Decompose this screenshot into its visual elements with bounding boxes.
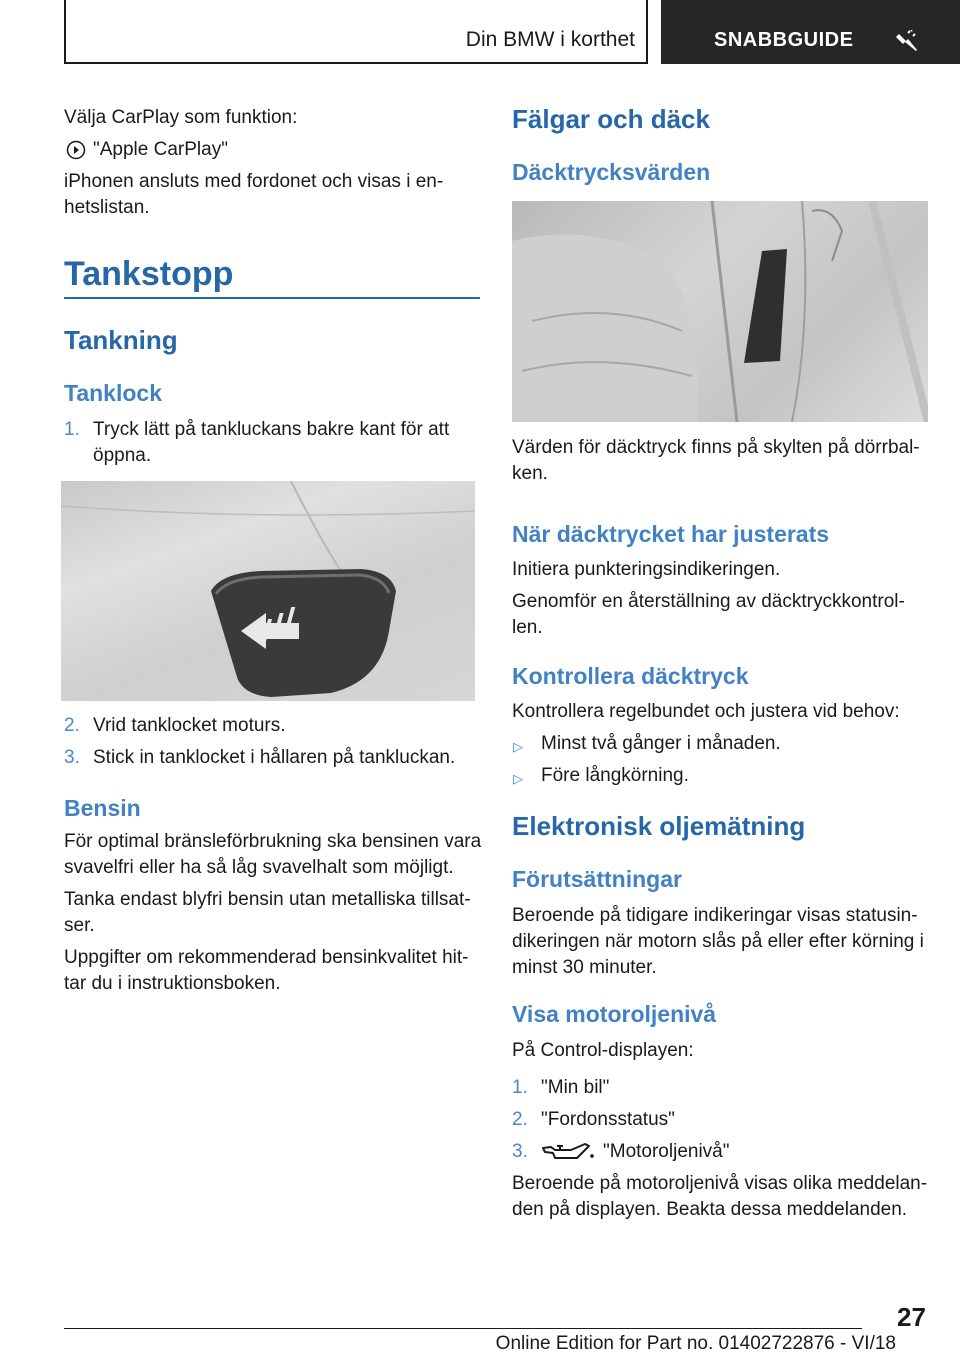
carplay-result-line2: hetslistan.	[64, 197, 150, 218]
tryck-text: Värden för däcktryck finns på skylten på dörrbal-	[512, 437, 920, 458]
heading-dacktrycksvarden: Däcktrycksvärden	[512, 159, 711, 185]
bullet-marker: ▷	[513, 771, 523, 786]
menu-number: 1.	[512, 1077, 528, 1098]
menu-number: 3.	[512, 1141, 528, 1162]
heading-bensin: Bensin	[64, 795, 141, 821]
play-circle-icon	[66, 140, 86, 160]
heading-forutsattningar: Förutsättningar	[512, 866, 682, 892]
heading-oljematning: Elektronisk oljemätning	[512, 811, 806, 841]
bensin-text: svavelfri eller ha så låg svavelhalt som möjligt.	[64, 857, 454, 878]
visa-end-text: den på displayen. Beakta dessa meddelanden.	[512, 1199, 908, 1220]
bensin-text: tar du i instruktionsboken.	[64, 973, 281, 994]
forutsattningar-text: Beroende på tidigare indikeringar visas statusin-	[512, 905, 918, 926]
bensin-text: För optimal bränsleförbrukning ska bensinen vara	[64, 831, 482, 852]
heading-visa: Visa motoroljenivå	[512, 1001, 717, 1027]
carplay-intro: Välja CarPlay som funktion:	[64, 107, 298, 128]
door-pillar-illustration	[512, 201, 928, 422]
fuel-cap-illustration	[61, 481, 475, 701]
footer-rule	[64, 1328, 862, 1329]
header-section-label: SNABBGUIDE	[714, 29, 854, 51]
tryck-text: ken.	[512, 463, 548, 484]
heading-tanklock: Tanklock	[64, 380, 162, 406]
menu-label: "Motoroljenivå"	[603, 1141, 730, 1162]
step-text: öppna.	[93, 445, 152, 466]
step-number: 2.	[64, 715, 80, 736]
step-number: 3.	[64, 747, 80, 768]
justerats-text: Genomför en återställning av däcktryckkontrol-	[512, 591, 905, 612]
step-number: 1.	[64, 419, 80, 440]
menu-number: 2.	[512, 1109, 528, 1130]
bensin-text: ser.	[64, 915, 95, 936]
menu-label: "Min bil"	[541, 1077, 610, 1098]
heading-tankning: Tankning	[64, 325, 178, 355]
carplay-option: "Apple CarPlay"	[93, 139, 228, 160]
heading-kontrollera: Kontrollera däcktryck	[512, 663, 749, 689]
footer-edition: Online Edition for Part no. 01402722876 - VI/18	[495, 1333, 896, 1354]
justerats-text: len.	[512, 617, 543, 638]
step-text: Vrid tanklocket moturs.	[93, 715, 286, 736]
heading-rule	[64, 297, 480, 299]
kontrollera-text: Kontrollera regelbundet och justera vid behov:	[512, 701, 900, 722]
visa-intro: På Control-displayen:	[512, 1040, 694, 1061]
bullet-text: Minst två gånger i månaden.	[541, 733, 781, 754]
bullet-text: Före långkörning.	[541, 765, 689, 786]
visa-end-text: Beroende på motoroljenivå visas olika meddelan-	[512, 1173, 928, 1194]
bensin-text: Uppgifter om rekommenderad bensinkvalitet hit-	[64, 947, 469, 968]
page-number: 27	[897, 1302, 926, 1332]
bullet-marker: ▷	[513, 739, 523, 754]
oil-can-icon	[541, 1141, 595, 1163]
bensin-text: Tanka endast blyfri bensin utan metalliska tillsat-	[64, 889, 471, 910]
forutsattningar-text: minst 30 minuter.	[512, 957, 657, 978]
step-text: Tryck lätt på tankluckans bakre kant för att	[93, 419, 450, 440]
menu-label: "Fordonsstatus"	[541, 1109, 675, 1130]
heading-tankstopp: Tankstopp	[64, 255, 234, 293]
header-title: Din BMW i korthet	[465, 28, 635, 51]
justerats-text: Initiera punkteringsindikeringen.	[512, 559, 781, 580]
heading-falgar: Fälgar och däck	[512, 104, 710, 134]
step-text: Stick in tanklocket i hållaren på tankluckan.	[93, 747, 456, 768]
forutsattningar-text: dikeringen när motorn slås på eller efter körning i	[512, 931, 924, 952]
carplay-result-line1: iPhonen ansluts med fordonet och visas i en-	[64, 171, 444, 192]
heading-justerats: När däcktrycket har justerats	[512, 521, 830, 547]
quickguide-icon	[896, 30, 920, 52]
